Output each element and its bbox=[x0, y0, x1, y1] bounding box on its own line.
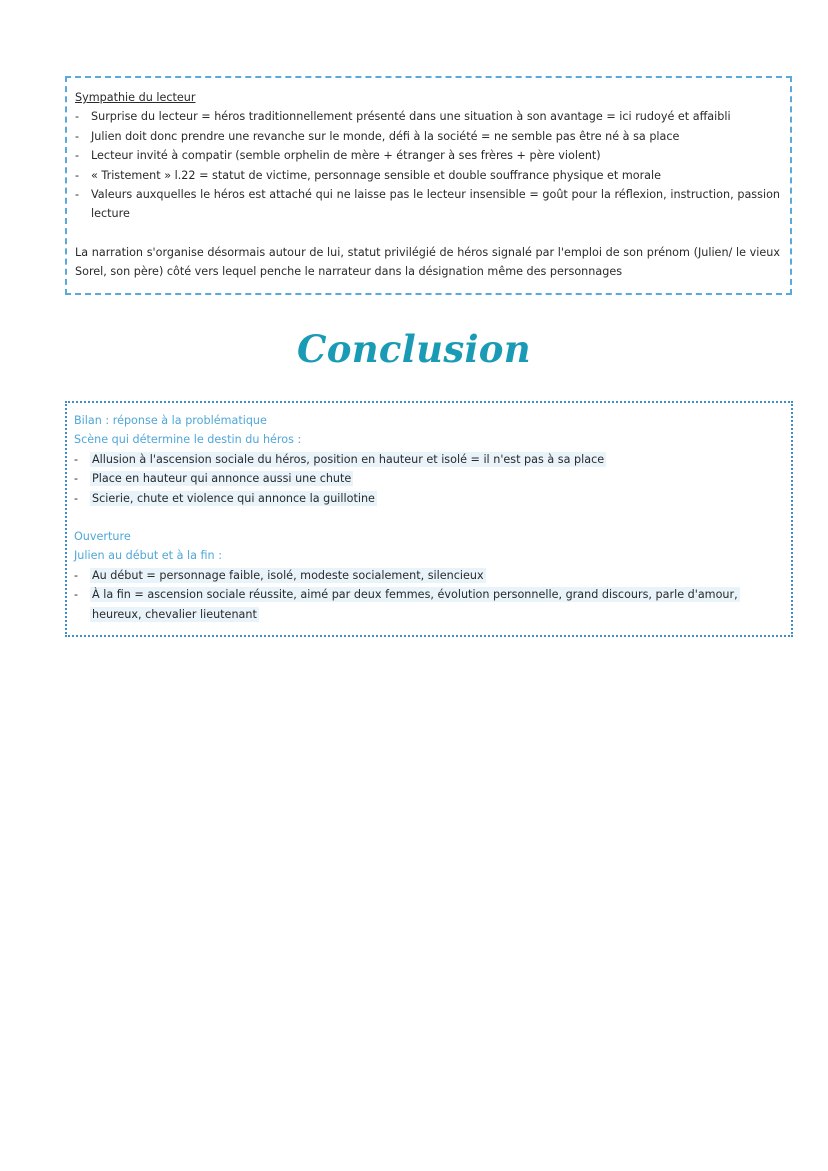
list-item bbox=[74, 489, 781, 508]
list-item: - Julien doit donc prendre une revanche sur le monde, défi à la société = ne semble pas être né à sa place bbox=[75, 127, 780, 146]
list-item bbox=[74, 469, 781, 488]
spacer bbox=[74, 508, 781, 527]
narration-paragraph: La narration s'organise désormais autour de lui, statut privilégié de héros signalé par l'emploi de son prénom (Julien/ le vieux Sorel, son père) côté vers lequel penche le narrateur dans la désignation même des personnages bbox=[75, 245, 780, 279]
highlighted-text: À la fin = ascension sociale réussite, aimé par deux femmes, évolution personnelle, grand discours, parle d'amour, heureux, chevalier lieutenant bbox=[92, 588, 738, 621]
list-item: - Surprise du lecteur = héros traditionnellement présenté dans une situation à son avantage = ici rudoyé et affaibli bbox=[75, 107, 780, 126]
sympathie-heading: Sympathie du lecteur bbox=[75, 91, 196, 104]
highlighted-text: Place en hauteur qui annonce aussi une chute bbox=[92, 472, 352, 486]
list-item bbox=[74, 450, 781, 469]
highlighted-text: Scierie, chute et violence qui annonce la guillotine bbox=[92, 491, 375, 505]
scene-heading: Scène qui détermine le destin du héros : bbox=[74, 433, 302, 447]
section-title: Conclusion bbox=[297, 327, 531, 371]
sympathie-box bbox=[65, 76, 792, 295]
highlighted-text: Au début = personnage faible, isolé, modeste socialement, silencieux bbox=[92, 568, 484, 582]
spacer bbox=[75, 224, 780, 243]
ouverture-heading: Ouverture bbox=[74, 530, 131, 544]
julien-heading: Julien au début et à la fin : bbox=[74, 549, 222, 563]
conclusion-box bbox=[65, 401, 793, 637]
bilan-heading: Bilan : réponse à la problématique bbox=[74, 414, 267, 427]
list-item: - Valeurs auxquelles le héros est attaché qui ne laisse pas le lecteur insensible = goût pour la réflexion, instruction, passion lecture bbox=[75, 185, 780, 224]
highlighted-text: Allusion à l'ascension sociale du héros, position en hauteur et isolé = il n'est pas à sa place bbox=[92, 452, 605, 466]
list-item bbox=[74, 566, 781, 585]
list-item: - Lecteur invité à compatir (semble orphelin de mère + étranger à ses frères + père violent) bbox=[75, 146, 780, 165]
list-item: - « Tristement » l.22 = statut de victime, personnage sensible et double souffrance physique et morale bbox=[75, 166, 780, 185]
list-item bbox=[74, 585, 781, 624]
